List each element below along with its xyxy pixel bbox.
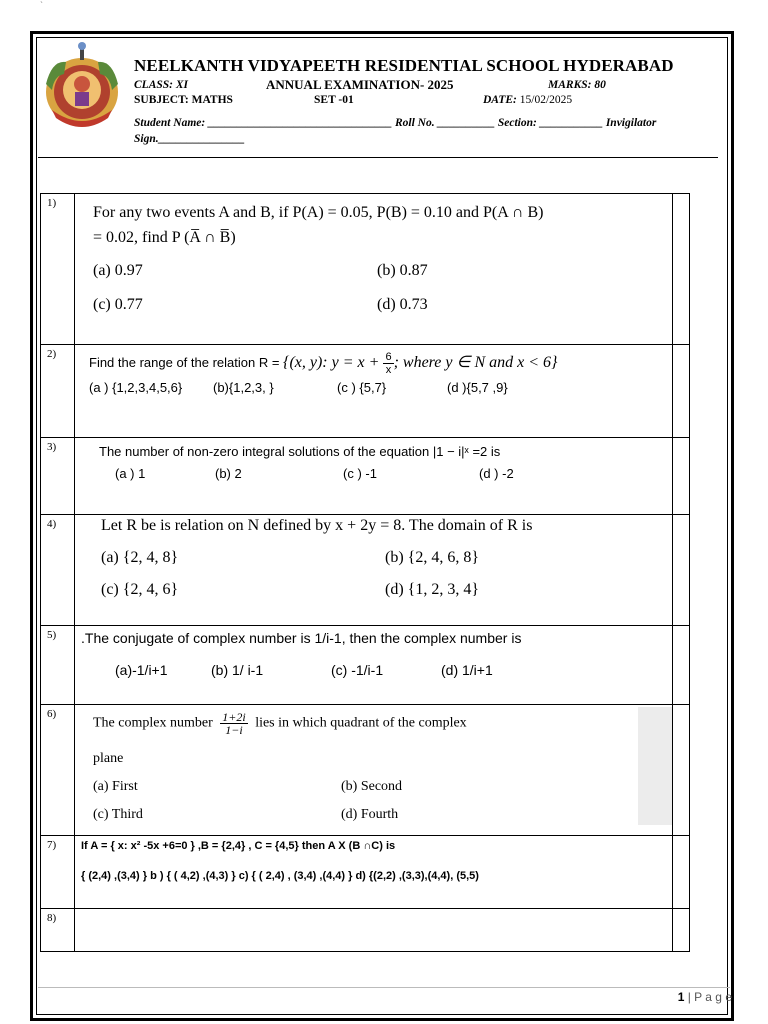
option-b: (b) 1/ i-1 <box>211 662 264 678</box>
page-label: | P a g e <box>684 990 732 1004</box>
option-d: (d) 1/i+1 <box>441 662 493 678</box>
question-row-8 <box>41 909 690 952</box>
date-value: 15/02/2025 <box>519 94 573 106</box>
option-b: (b) 0.87 <box>377 262 428 279</box>
option-c: (c) -1/i-1 <box>331 662 384 678</box>
exam-title: ANNUAL EXAMINATION- 2025 <box>266 77 454 92</box>
class-label: CLASS: XI <box>134 79 189 91</box>
option-b: (b) {2, 4, 6, 8} <box>385 549 480 566</box>
invigilator-sign-line: Sign._______________ <box>134 133 245 145</box>
question-text: Let R be is relation on N defined by x + 2y = 8. The domain of R is <box>101 517 533 534</box>
question-text <box>89 351 557 376</box>
option-b: (b){1,2,3, } <box>213 380 274 395</box>
question-row-1 <box>41 194 690 345</box>
page-footer <box>678 990 732 1004</box>
question-number: 8) <box>41 909 75 952</box>
question-options: { (2,4) ,(3,4) } b ) { ( 4,2) ,(4,3) } c) { ( 2,4) , (3,4) ,(4,4) } d) {(2,2) ,(3,3),(4,4), (5,5) <box>81 870 479 882</box>
option-d: (d) {1, 2, 3, 4} <box>385 581 480 598</box>
marks-label: MARKS: 80 <box>548 79 606 91</box>
footer-divider <box>38 987 730 988</box>
question-text: = 0.02, find P (A̅ ∩ B̅) <box>93 229 236 246</box>
option-c: (c ) {5,7} <box>337 380 387 395</box>
option-c: (c) {2, 4, 6} <box>101 581 179 598</box>
student-details-line: Student Name: ________________________________ Roll No. __________ Section: ___________ Invigilator <box>134 117 657 129</box>
page-number: 1 <box>677 990 685 1004</box>
question-text-pre: The complex number <box>93 715 213 731</box>
option-d: (d) 0.73 <box>377 296 428 313</box>
question-body <box>75 515 673 626</box>
fraction <box>220 711 247 736</box>
option-b: (b) Second <box>341 779 403 794</box>
fraction-numerator: 1+2i <box>222 710 246 724</box>
option-d: (d) Fourth <box>341 807 399 822</box>
school-logo <box>42 40 122 132</box>
question-text: If A = { x: x² -5x +6=0 } ,B = {2,4} , C = {4,5} then A X (B ∩C) is <box>81 840 396 852</box>
option-a: (a)-1/i+1 <box>115 662 168 678</box>
option-d: (d ){5,7 ,9} <box>447 380 508 395</box>
question-text <box>93 711 467 736</box>
subject-label: SUBJECT: MATHS <box>134 94 233 106</box>
question-number: 1) <box>41 194 75 345</box>
option-c: (c) 0.77 <box>93 296 143 313</box>
stray-mark: ` <box>40 0 43 10</box>
option-d: (d ) -2 <box>479 466 514 481</box>
margin-cell <box>673 705 690 836</box>
question-number: 7) <box>41 836 75 909</box>
question-text-pre: Find the range of the relation R = <box>89 354 284 370</box>
option-a: (a ) 1 <box>115 466 146 481</box>
margin-cell <box>673 836 690 909</box>
questions-table <box>40 193 690 952</box>
question-row-5 <box>41 626 690 705</box>
question-body <box>75 626 673 705</box>
margin-cell <box>673 515 690 626</box>
question-number: 3) <box>41 438 75 515</box>
margin-cell <box>673 438 690 515</box>
option-a: (a) 0.97 <box>93 262 143 279</box>
date-field <box>483 94 572 106</box>
question-body <box>75 705 673 836</box>
question-row-4 <box>41 515 690 626</box>
question-body <box>75 345 673 438</box>
fraction-denominator: 1−i <box>225 723 243 737</box>
question-body <box>75 909 673 952</box>
question-body <box>75 836 673 909</box>
shaded-region <box>638 707 672 825</box>
question-number: 2) <box>41 345 75 438</box>
option-a: (a) First <box>93 779 138 794</box>
question-text: plane <box>93 751 124 766</box>
question-text: The number of non-zero integral solutions of the equation |1 − i|ˣ =2 is <box>99 444 501 459</box>
margin-cell <box>673 626 690 705</box>
option-c: (c ) -1 <box>343 466 377 481</box>
question-body <box>75 194 673 345</box>
question-body <box>75 438 673 515</box>
question-number: 5) <box>41 626 75 705</box>
set-builder-open: {(x, y): y = x + <box>283 353 384 371</box>
question-row-7 <box>41 836 690 909</box>
question-number: 4) <box>41 515 75 626</box>
question-row-2 <box>41 345 690 438</box>
option-a: (a) {2, 4, 8} <box>101 549 179 566</box>
question-row-6 <box>41 705 690 836</box>
question-number: 6) <box>41 705 75 836</box>
margin-cell <box>673 194 690 345</box>
question-text: .The conjugate of complex number is 1/i-1, then the complex number is <box>81 630 522 646</box>
fraction-denominator: x <box>385 364 392 376</box>
header-divider <box>38 157 718 158</box>
fraction-numerator: 6 <box>385 351 392 363</box>
option-b: (b) 2 <box>215 466 242 481</box>
option-c: (c) Third <box>93 807 143 822</box>
option-a: (a ) {1,2,3,4,5,6} <box>89 380 183 395</box>
question-text-post: lies in which quadrant of the complex <box>255 715 467 731</box>
date-label: DATE: <box>483 94 517 106</box>
school-name: NEELKANTH VIDYAPEETH RESIDENTIAL SCHOOL HYDERABAD <box>134 56 674 75</box>
fraction <box>383 351 393 376</box>
set-builder-close: ; where y ∈ N and x < 6} <box>393 353 558 371</box>
margin-cell <box>673 345 690 438</box>
margin-cell <box>673 909 690 952</box>
question-text: For any two events A and B, if P(A) = 0.05, P(B) = 0.10 and P(A ∩ B) <box>93 204 544 221</box>
set-label: SET -01 <box>314 94 354 106</box>
question-row-3 <box>41 438 690 515</box>
